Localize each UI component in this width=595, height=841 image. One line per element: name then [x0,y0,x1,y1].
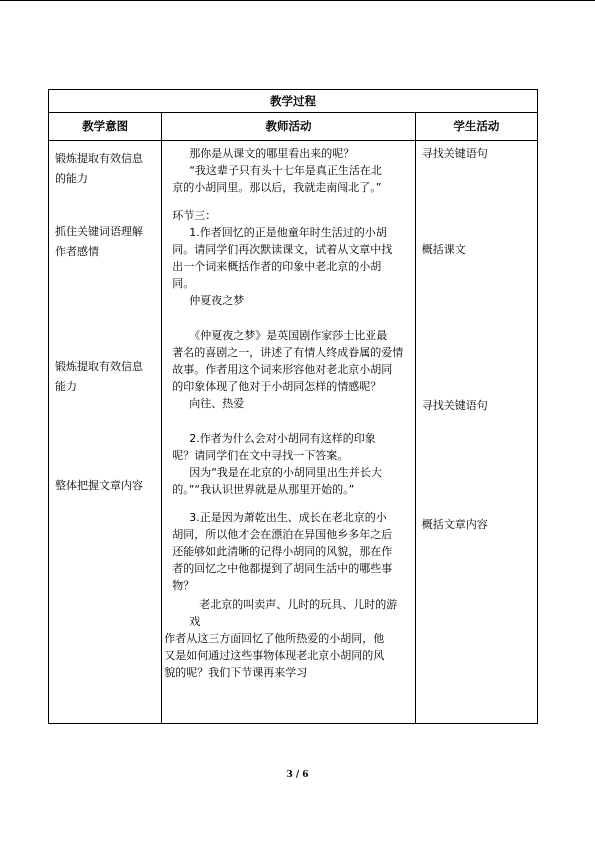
intent-3-line-1: 锻炼提取有效信息 [55,360,143,373]
teacher-p4: 1.作者回忆的正是他童年时生活过的小胡 同。请同学们再次默读课文，试着从文章中找 出一个词来概括作者的印象中老北京的小胡 同。 [172,226,393,290]
teacher-p9: 因为“我是在北京的小胡同里出生并长大 的。”“我认识世界就是从那里开始的。” [172,466,382,496]
intent-3 [55,357,143,397]
teacher-p11: 老北京的叫卖声、儿时的玩具、儿时的游 戏 [189,598,398,628]
teacher-column [162,141,416,724]
student-3: 寻找关键语句 [421,399,488,412]
teacher-p12: 作者从这三方面回忆了他所热爱的小胡同，他 又是如何通过这些事物体现老北京小胡同的风 貌的呢？我们下节课再来学习 [164,632,385,679]
header-student: 学生活动 [415,113,537,141]
intent-3-line-2: 能力 [55,380,77,393]
teacher-p8: 2.作者为什么会对小胡同有这样的印象 呢？请同学们在文中寻找一下答案。 [172,432,376,462]
header-teacher: 教师活动 [162,113,416,141]
student-1: 寻找关键语句 [421,147,488,160]
student-4: 概括文章内容 [421,518,488,531]
teacher-p1: 那你是从课文的哪里看出来的呢？ [189,147,355,160]
student-2: 概括课文 [421,243,466,256]
student-column [415,141,537,724]
teacher-p6: 《仲夏夜之梦》是英国剧作家莎士比亚最 著名的喜剧之一，讲述了有情人终成眷属的爱情 故事。作者用这个词来形容他对老北京小胡同 的印象体现了他对于小胡同怎样的情感呢？ [172,329,404,393]
intent-2-line-1: 抓住关键词语理解 [55,225,143,238]
teacher-section-3: 环节三： [172,209,217,222]
intent-1-line-1: 锻炼提取有效信息 [55,152,143,165]
intent-2-line-2: 作者感情 [55,245,99,258]
page-number: 3 / 6 [286,770,309,780]
table-title: 教学过程 [49,90,538,113]
teacher-p7: 向往、热爱 [189,397,245,410]
teacher-p2: “我这辈子只有头十七年是真正生活在北 京的小胡同里。那以后，我就走南闯北了。” [172,164,382,194]
teacher-p5: 仲夏夜之梦 [189,294,245,307]
intent-2 [55,222,143,262]
header-intent: 教学意图 [49,113,162,141]
intent-4: 整体把握文章内容 [55,479,143,492]
intent-1 [55,149,143,189]
teaching-process-table [48,89,538,724]
top-rule [0,0,595,1]
intent-column [49,141,162,724]
intent-1-line-2: 的能力 [55,172,88,185]
teacher-p10: 3.正是因为萧乾出生、成长在老北京的小 胡同，所以他才会在漂泊在异国他乡多年之后 还能够如此清晰的记得小胡同的风貌，那在作 者的回忆之中他都提到了胡同生活中的哪些事 物？ [172,511,393,592]
